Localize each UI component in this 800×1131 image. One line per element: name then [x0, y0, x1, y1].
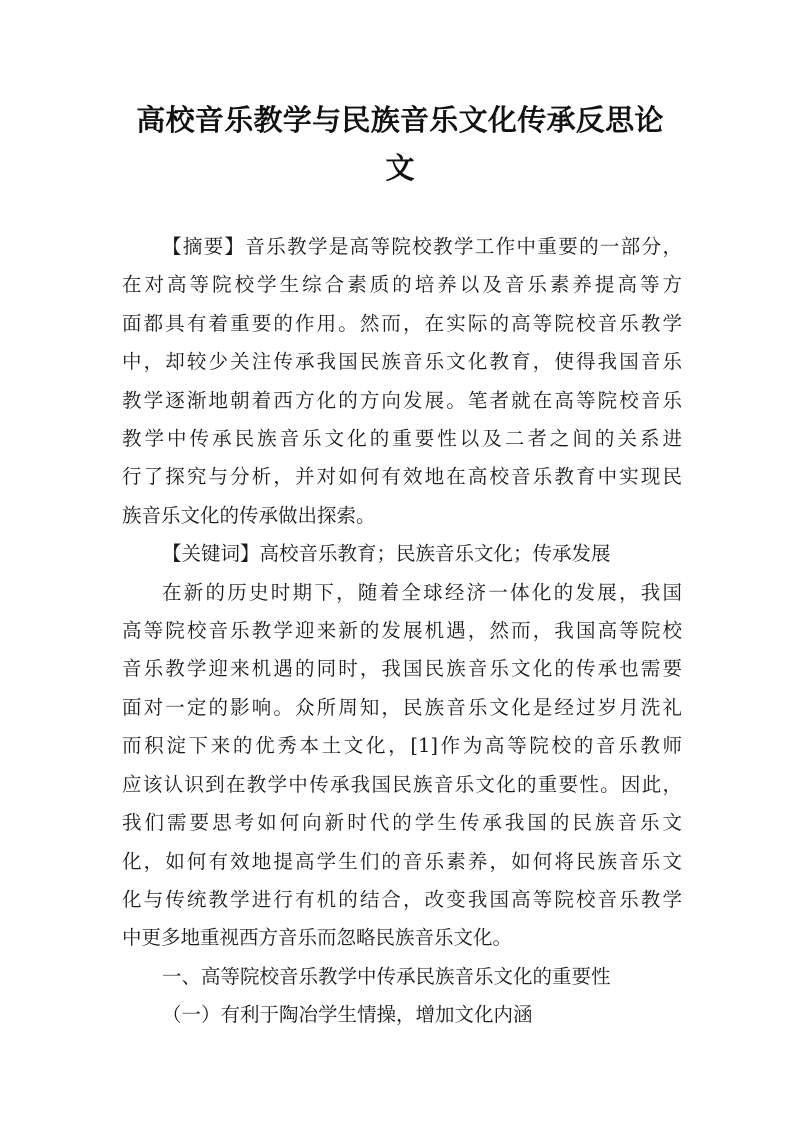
- text-line: 在新的历史时期下，随着全球经济一体化的发展，我国: [162, 580, 682, 604]
- document-title: [120, 96, 680, 192]
- text-line: 化，如何有效地提高学生们的音乐素养，如何将民族音乐文: [122, 849, 682, 873]
- text-line: 族音乐文化的传承做出探索。: [122, 503, 376, 527]
- text-line: 【摘要】音乐教学是高等院校教学工作中重要的一部分，: [162, 235, 682, 258]
- abstract-paragraph: [122, 228, 682, 535]
- subsection-heading-text: （一）有利于陶冶学生情操，增加文化内涵: [162, 1003, 533, 1027]
- section-heading-text: 一、高等院校音乐教学中传承民族音乐文化的重要性: [162, 964, 611, 988]
- intro-paragraph: [122, 574, 682, 958]
- keywords-paragraph: [122, 535, 682, 573]
- text-line: 中更多地重视西方音乐而忽略民族音乐文化。: [122, 926, 513, 950]
- text-line: 化与传统教学进行有机的结合，改变我国高等院校音乐教学: [122, 887, 682, 911]
- text-line: 行了探究与分析，并对如何有效地在高校音乐教育中实现民: [122, 465, 682, 489]
- document-body: [122, 228, 682, 1035]
- title-line-2: 文: [385, 151, 415, 185]
- subsection-heading: [122, 996, 682, 1034]
- text-line: 应该认识到在教学中传承我国民族音乐文化的重要性。因此，: [122, 772, 682, 796]
- text-line: 面都具有着重要的作用。然而，在实际的高等院校音乐教学: [122, 311, 682, 335]
- text-line: 高等院校音乐教学迎来新的发展机遇，然而，我国高等院校: [122, 619, 682, 643]
- section-heading: [122, 958, 682, 996]
- text-line: 【关键词】高校音乐教育；民族音乐文化；传承发展: [162, 542, 611, 566]
- text-line: 教学逐渐地朝着西方化的方向发展。笔者就在高等院校音乐: [122, 388, 682, 412]
- text-line: 中，却较少关注传承我国民族音乐文化教育，使得我国音乐: [122, 350, 682, 374]
- text-line: 教学中传承民族音乐文化的重要性以及二者之间的关系进: [122, 427, 682, 451]
- text-line: 音乐教学迎来机遇的同时，我国民族音乐文化的传承也需要: [122, 657, 682, 681]
- text-line: 在对高等院校学生综合素质的培养以及音乐素养提高等方: [122, 273, 682, 297]
- text-line: 我们需要思考如何向新时代的学生传承我国的民族音乐文: [122, 811, 682, 835]
- text-line: 而积淀下来的优秀本土文化，[1]作为高等院校的音乐教师: [122, 734, 682, 758]
- title-line-1: 高校音乐教学与民族音乐文化传承反思论: [136, 103, 664, 137]
- text-line: 面对一定的影响。众所周知，民族音乐文化是经过岁月洗礼: [122, 695, 682, 719]
